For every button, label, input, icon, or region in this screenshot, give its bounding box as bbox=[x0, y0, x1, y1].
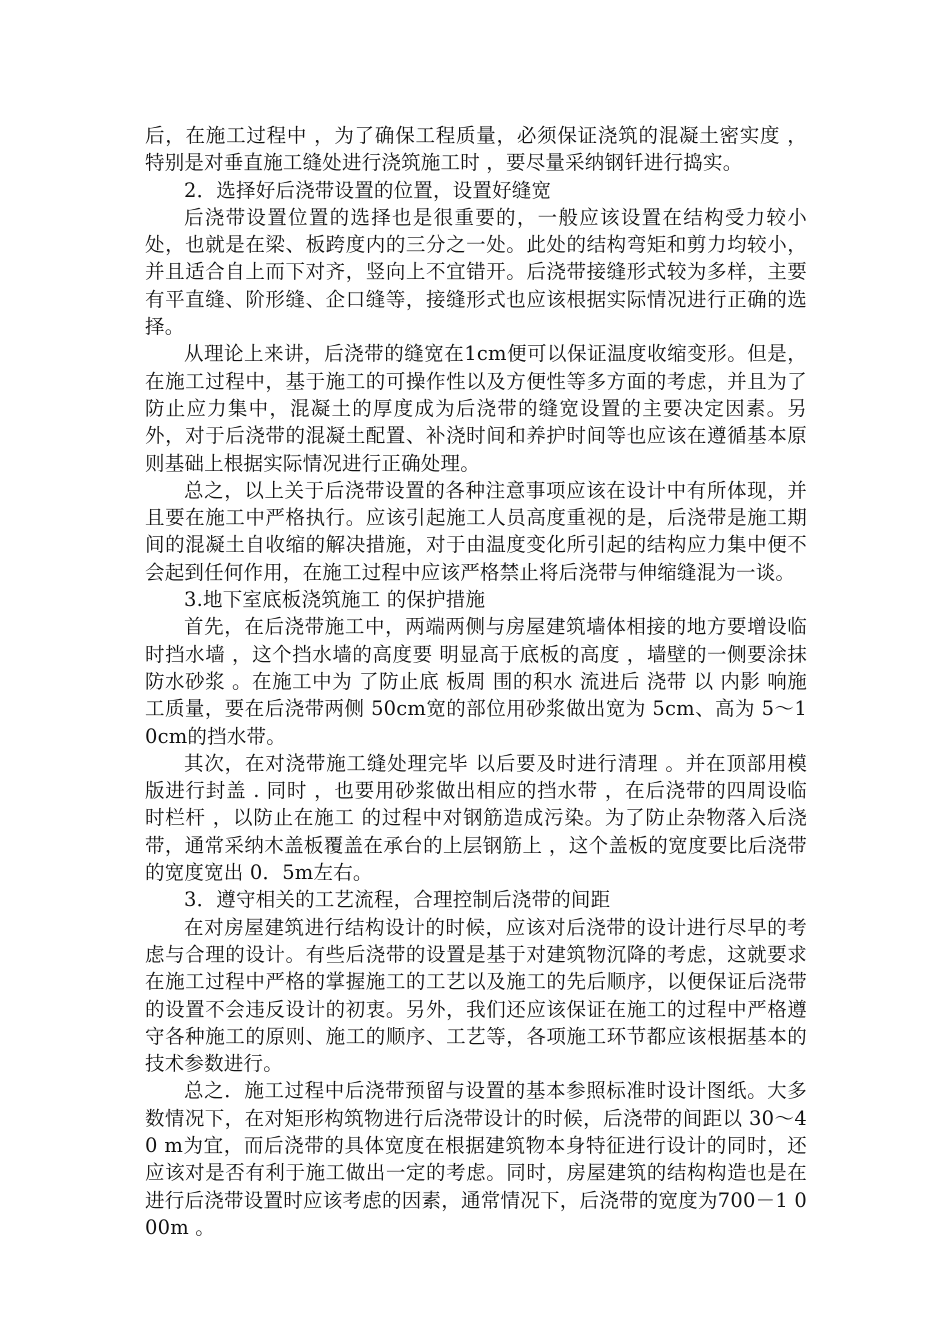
paragraph-summary-1: 总之，以上关于后浇带设置的各种注意事项应该在设计中有所体现，并且要在施工中严格执行。应该引起施工人员高度重视的是，后浇带是施工期间的混凝土自收缩的解决措施，对于由温度变化所引起的结构应力集中便不会起到任何作用，在施工过程中应该严格禁止将后浇带与伸缩缝混为一谈。 bbox=[145, 478, 807, 584]
section-heading-3b: 3．遵守相关的工艺流程，合理控制后浇带的间距 bbox=[184, 888, 611, 912]
paragraph-process: 在对房屋建筑进行结构设计的时候，应该对后浇带的设计进行尽早的考虑与合理的设计。有些后浇带的设置是基于对建筑物沉降的考虑，这就要求在施工过程中严格的掌握施工的工艺以及施工的先后顺序，以便保证后浇带的设置不会违反设计的初衷。另外，我们还应该保证在施工的过程中严格遵守各种施工的原则、施工的顺序、工艺等，各项施工环节都应该根据基本的技术参数进行。 bbox=[145, 915, 807, 1076]
section-heading-3a: 3.地下室底板浇筑施工 的保护措施 bbox=[184, 588, 486, 612]
document-page bbox=[145, 122, 807, 1241]
paragraph-position-selection: 后浇带设置位置的选择也是很重要的，一般应该设置在结构受力较小处，也就是在梁、板跨度内的三分之一处。此处的结构弯矩和剪力均较小，并且适合自上而下对齐，竖向上不宜错开。后浇带接缝形式较为多样，主要有平直缝、阶形缝、企口缝等，接缝形式也应该根据实际情况进行正确的选择。 bbox=[145, 205, 807, 339]
paragraph-continuation: 后，在施工过程中 ，为了确保工程质量，必须保证浇筑的混凝土密实度 ，特别是对垂直施工缝处进行浇筑施工时 ，要尽量采纳钢钎进行捣实。 bbox=[145, 124, 807, 175]
paragraph-joint-width: 从理论上来讲，后浇带的缝宽在1cm便可以保证温度收缩变形。但是，在施工过程中，基于施工的可操作性以及方便性等多方面的考虑，并且为了防止应力集中，混凝土的厚度成为后浇带的缝宽设置的主要决定因素。另外，对于后浇带的混凝土配置、补浇时间和养护时间等也应该在遵循基本原则基础上根据实际情况进行正确处理。 bbox=[145, 342, 807, 475]
paragraph-second-measure: 其次，在对浇带施工缝处理完毕 以后要及时进行清理 。并在顶部用模版进行封盖 . 同时 ，也要用砂浆做出相应的挡水带 ，在后浇带的四周设临时栏杆 ，以防止在施工 的过程中对钢筋造成污染。为了防止杂物落入后浇带，通常采纳木盖板覆盖在承台的上层钢筋上 ，这个盖板的宽度要比后浇带的宽度宽出 0．5m左右。 bbox=[145, 751, 807, 885]
paragraph-summary-2: 总之．施工过程中后浇带预留与设置的基本参照标准时设计图纸。大多数情况下，在对矩形构筑物进行后浇带设计的时候，后浇带的间距以 30～40 m为宜，而后浇带的具体宽度在根据建筑物本身特征进行设计的同时，还应该对是否有利于施工做出一定的考虑。同时，房屋建筑的结构构造也是在进行后浇带设置时应该考虑的因素，通常情况下，后浇带的宽度为700－1 000m 。 bbox=[145, 1079, 807, 1239]
section-heading-2: 2．选择好后浇带设置的位置，设置好缝宽 bbox=[184, 178, 552, 202]
paragraph-first-measure: 首先，在后浇带施工中，两端两侧与房屋建筑墙体相接的地方要增设临时挡水墙 ，这个挡水墙的高度要 明显高于底板的高度 ，墙壁的一侧要涂抹防水砂浆 。在施工中为 了防止底 板周 围的积水 流进后 浇带 以 内影 响施工质量，要在后浇带两侧 50cm宽的部位用砂浆做出宽为 5cm、高为 5～10cm的挡水带。 bbox=[145, 615, 807, 748]
